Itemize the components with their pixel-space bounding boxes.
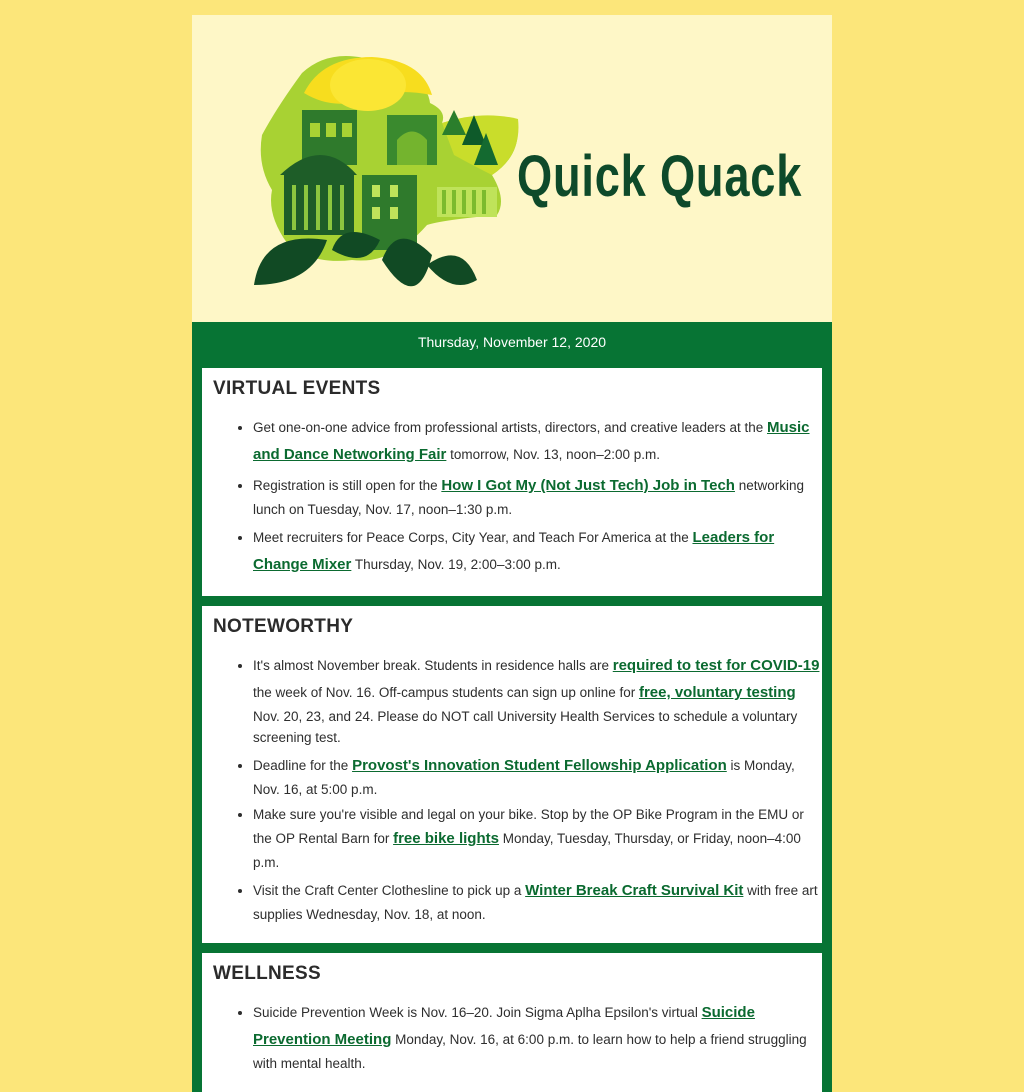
content-area: [192, 368, 832, 1092]
section-noteworthy: [202, 606, 822, 943]
item-text: Monday, Nov. 16, at 6:00 p.m. to learn how to help a friend struggling with mental health.: [253, 1032, 807, 1071]
section-title: VIRTUAL EVENTS: [213, 378, 381, 399]
item-text: with free art supplies Wednesday, Nov. 18, at noon.: [253, 883, 818, 922]
section-title: WELLNESS: [213, 963, 321, 984]
item-text: It's almost November break. Students in residence halls are: [253, 658, 613, 673]
list-item: [253, 472, 822, 520]
list-item: [253, 524, 822, 578]
item-link[interactable]: Music and Dance Networking Fair: [253, 419, 810, 463]
item-link[interactable]: Leaders for Change Mixer: [253, 529, 775, 573]
item-text: Meet recruiters for Peace Corps, City Year, and Teach For America at the: [253, 530, 693, 545]
item-text: Thursday, Nov. 19, 2:00–3:00 p.m.: [351, 557, 561, 572]
hero-banner: [192, 15, 832, 322]
item-link[interactable]: How I Got My (Not Just Tech) Job in Tech: [441, 477, 735, 494]
item-text: tomorrow, Nov. 13, noon–2:00 p.m.: [446, 447, 660, 462]
list-item: [253, 414, 822, 468]
list-item: [253, 752, 822, 800]
list-item: [253, 999, 822, 1074]
item-text: Registration is still open for the: [253, 478, 442, 493]
item-text: Nov. 20, 23, and 24. Please do NOT call University Health Services to schedule a voluntary screening test.: [253, 709, 798, 745]
item-text: Monday, Tuesday, Thursday, or Friday, noon–4:00 p.m.: [253, 831, 801, 870]
wordmark: Quick Quack: [517, 144, 803, 209]
list-item: [253, 652, 822, 748]
item-text: is Monday, Nov. 16, at 5:00 p.m.: [253, 758, 795, 797]
item-list: [213, 652, 822, 925]
item-text: Get one-on-one advice from professional artists, directors, and creative leaders at the: [253, 420, 768, 435]
section-virtual-events: [202, 368, 822, 596]
item-text: Visit the Craft Center Clothesline to pick up a: [253, 883, 526, 898]
item-link[interactable]: Provost's Innovation Student Fellowship Application: [352, 757, 727, 774]
list-item: [253, 804, 822, 873]
item-text: Suicide Prevention Week is Nov. 16–20. Join Sigma Aplha Epsilon's virtual: [253, 1005, 702, 1020]
item-text: Deadline for the: [253, 758, 353, 773]
item-link[interactable]: required to test for COVID-19: [612, 657, 820, 674]
item-text: networking lunch on Tuesday, Nov. 17, noon–1:30 p.m.: [253, 478, 805, 517]
item-link[interactable]: Suicide Prevention Meeting: [253, 1004, 755, 1048]
item-text: the week of Nov. 16. Off-campus students can sign up online for: [253, 685, 639, 700]
newsletter: [192, 15, 832, 1071]
item-link[interactable]: Winter Break Craft Survival Kit: [525, 882, 744, 899]
section-title: NOTEWORTHY: [213, 616, 354, 637]
section-wellness: [202, 953, 822, 1092]
list-item: [253, 877, 822, 925]
date-band: [192, 322, 832, 368]
item-link[interactable]: free, voluntary testing: [638, 684, 796, 701]
item-text: Make sure you're visible and legal on your bike. Stop by the OP Bike Program in the EMU or the OP Rental Barn for: [253, 807, 804, 846]
item-list: [213, 414, 822, 578]
item-list: [213, 999, 822, 1074]
duck-campus-illustration: [192, 15, 512, 322]
issue-date: Thursday, November 12, 2020: [417, 334, 607, 350]
item-link[interactable]: free bike lights: [393, 830, 499, 847]
